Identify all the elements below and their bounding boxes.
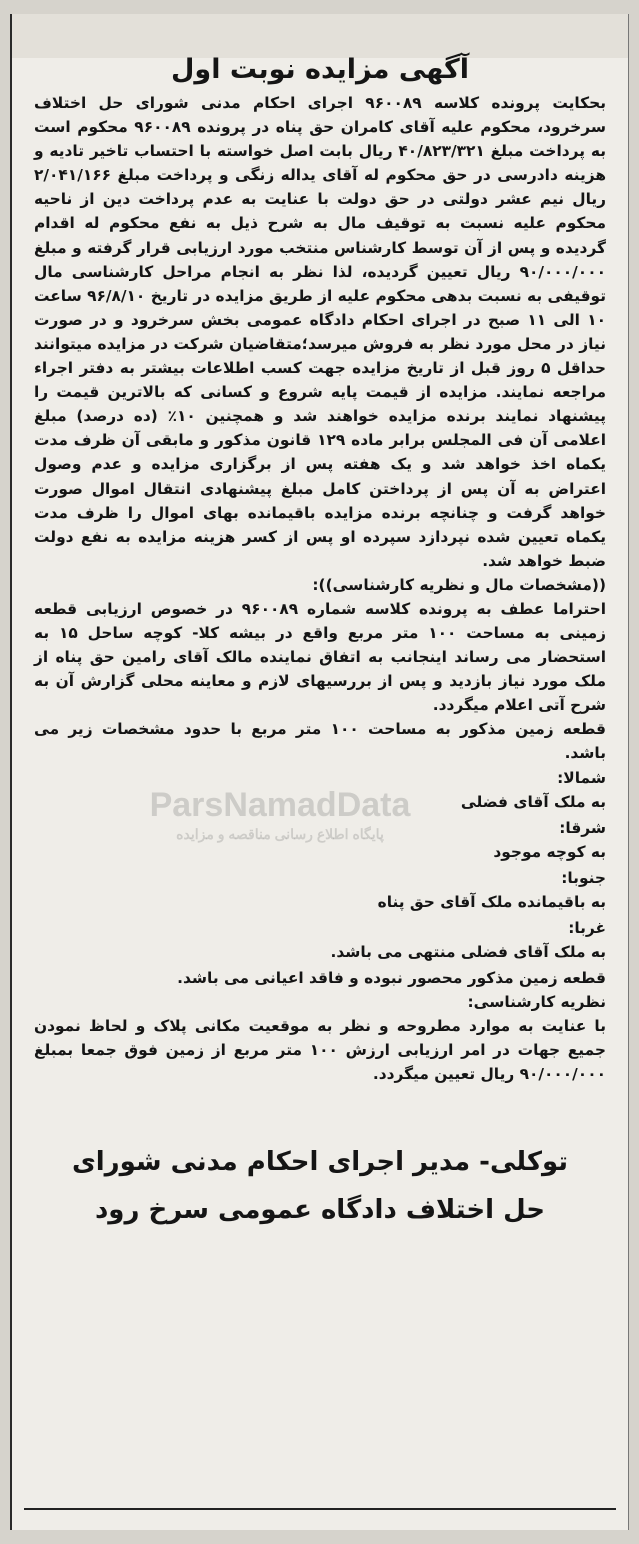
notice-paragraph-main: بحکایت پرونده کلاسه ۹۶۰۰۸۹ اجرای احکام مدنی شورای حل اختلاف سرخرود، محکوم علیه آقای کامران حق پناه در پرونده ۹۶۰۰۸۹ محکوم است به پرداخت مبلغ ۴۰/۸۲۳/۳۲۱ ریال بابت اصل خواسته با احتساب تاخیر تادیه و هزینه دادرسی در حق محکوم له آقای یداله زنگی و پرداخت مبلغ ۲/۰۴۱/۱۶۶ ریال نیم عشر دولتی در حق دولت با عنایت به عدم پرداخت دین از ناحیه محکوم علیه نسبت به توقیف مال به شرح ذیل به نفع محکوم له اقدام گردیده و پس از آن توسط کارشناس منتخب مورد ارزیابی قرار گرفته و مبلغ ۹۰/۰۰۰/۰۰۰ ریال تعیین گردیده، لذا نظر به انجام مراحل کارشناسی مال توقیفی به نسبت بدهی محکوم علیه از طریق مزایده در تاریخ ۹۶/۸/۱۰ ساعت ۱۰ الی ۱۱ صبح در اجرای احکام دادگاه عمومی بخش سرخرود و در صورت نیاز در محل مورد نظر به فروش میرسد؛متقاضیان شرکت در مزایده میتوانند حداقل ۵ روز قبل از تاریخ مزایده جهت کسب اطلاعات بیشتر به دفتر اجراء مراجعه نمایند. مزایده از قیمت پایه شروع و کسانی که بالاترین قیمت را پیشنهاد نمایند برنده مزایده خواهند شد و همچنین ۱۰٪ (ده درصد) مبلغ اعلامی آن فی المجلس برابر ماده ۱۲۹ قانون مذکور و مابقی آن ظرف مدت یکماه اخذ خواهد شد و یک هفته پس از برگزاری مزایده و عدم وصول اعتراض به آن پس از پرداختن کامل مبلغ پیشنهادی انتقال اموال صورت خواهد گرفت و چنانچه برنده مزایده باقیمانده بهای اموال را ظرف مدت یکماه تعیین شده نپردازد سپرده او پس از کسر هزینه مزایده به نفع دولت ضبط خواهد شد. — [34, 94, 607, 570]
signature-line-1: توکلی- مدیر اجرای احکام مدنی شورای — [71, 1146, 569, 1177]
signature-block — [34, 1138, 606, 1234]
south-boundary-label: جنوبا: — [561, 868, 606, 887]
expert-report-paragraph: احتراما عطف به پرونده کلاسه شماره ۹۶۰۰۸۹ در خصوص ارزیابی قطعه زمینی به مساحت ۱۰۰ متر مربع واقع در بیشه کلا- کوچه ساحل ۱۵ به استحضار می رساند اینجانب به اتفاق نماینده مالک آقای رامین حق پناه از ملک مورد نیاز بازدید و پس از بررسیهای لازم و معاینه محلی گزارش آن به شرح آتی اعلام میگردد. — [34, 599, 606, 715]
watermark-subtext: پایگاه اطلاع رسانی مناقصه و مزایده — [176, 826, 384, 842]
no-structure-paragraph: قطعه زمین مذکور محصور نبوده و فاقد اعیانی می باشد. — [177, 968, 606, 987]
north-boundary-value: به ملک آقای فضلی — [460, 792, 606, 811]
notice-title: آگهی مزایده نوبت اول — [171, 54, 469, 85]
boundaries-list — [34, 766, 606, 964]
notice-clipping — [10, 14, 629, 1530]
expert-opinion-paragraph: با عنایت به موارد مطروحه و نظر به موقعیت مکانی پلاک و لحاظ نمودن جمیع جهات در امر ارزیابی ارزش ۱۰۰ متر مربع از زمین فوق جمعا بمبلغ ۹۰/۰۰۰/۰۰۰ ریال تعیین میگردد. — [34, 1016, 606, 1083]
east-boundary-value: به کوچه موجود — [493, 842, 606, 861]
specs-heading: ((مشخصات مال و نظریه کارشناسی)): — [312, 575, 606, 594]
torn-top-strip — [12, 14, 628, 58]
north-boundary-label: شمالا: — [557, 768, 606, 787]
bottom-divider — [24, 1508, 616, 1510]
south-boundary-value: به باقیمانده ملک آقای حق پناه — [377, 892, 606, 911]
east-boundary-label: شرقا: — [559, 818, 606, 837]
west-boundary-label: غربا: — [568, 918, 606, 937]
watermark-logo-text: ParsNamadData — [149, 786, 411, 824]
signature-line-2: حل اختلاف دادگاه عمومی سرخ رود — [94, 1194, 546, 1225]
expert-opinion-heading: نظریه کارشناسی: — [467, 992, 606, 1011]
west-boundary-value: به ملک آقای فضلی منتهی می باشد. — [330, 942, 606, 961]
land-area-paragraph: قطعه زمین مذکور به مساحت ۱۰۰ متر مربع با حدود مشخصات زیر می باشد. — [34, 720, 606, 763]
